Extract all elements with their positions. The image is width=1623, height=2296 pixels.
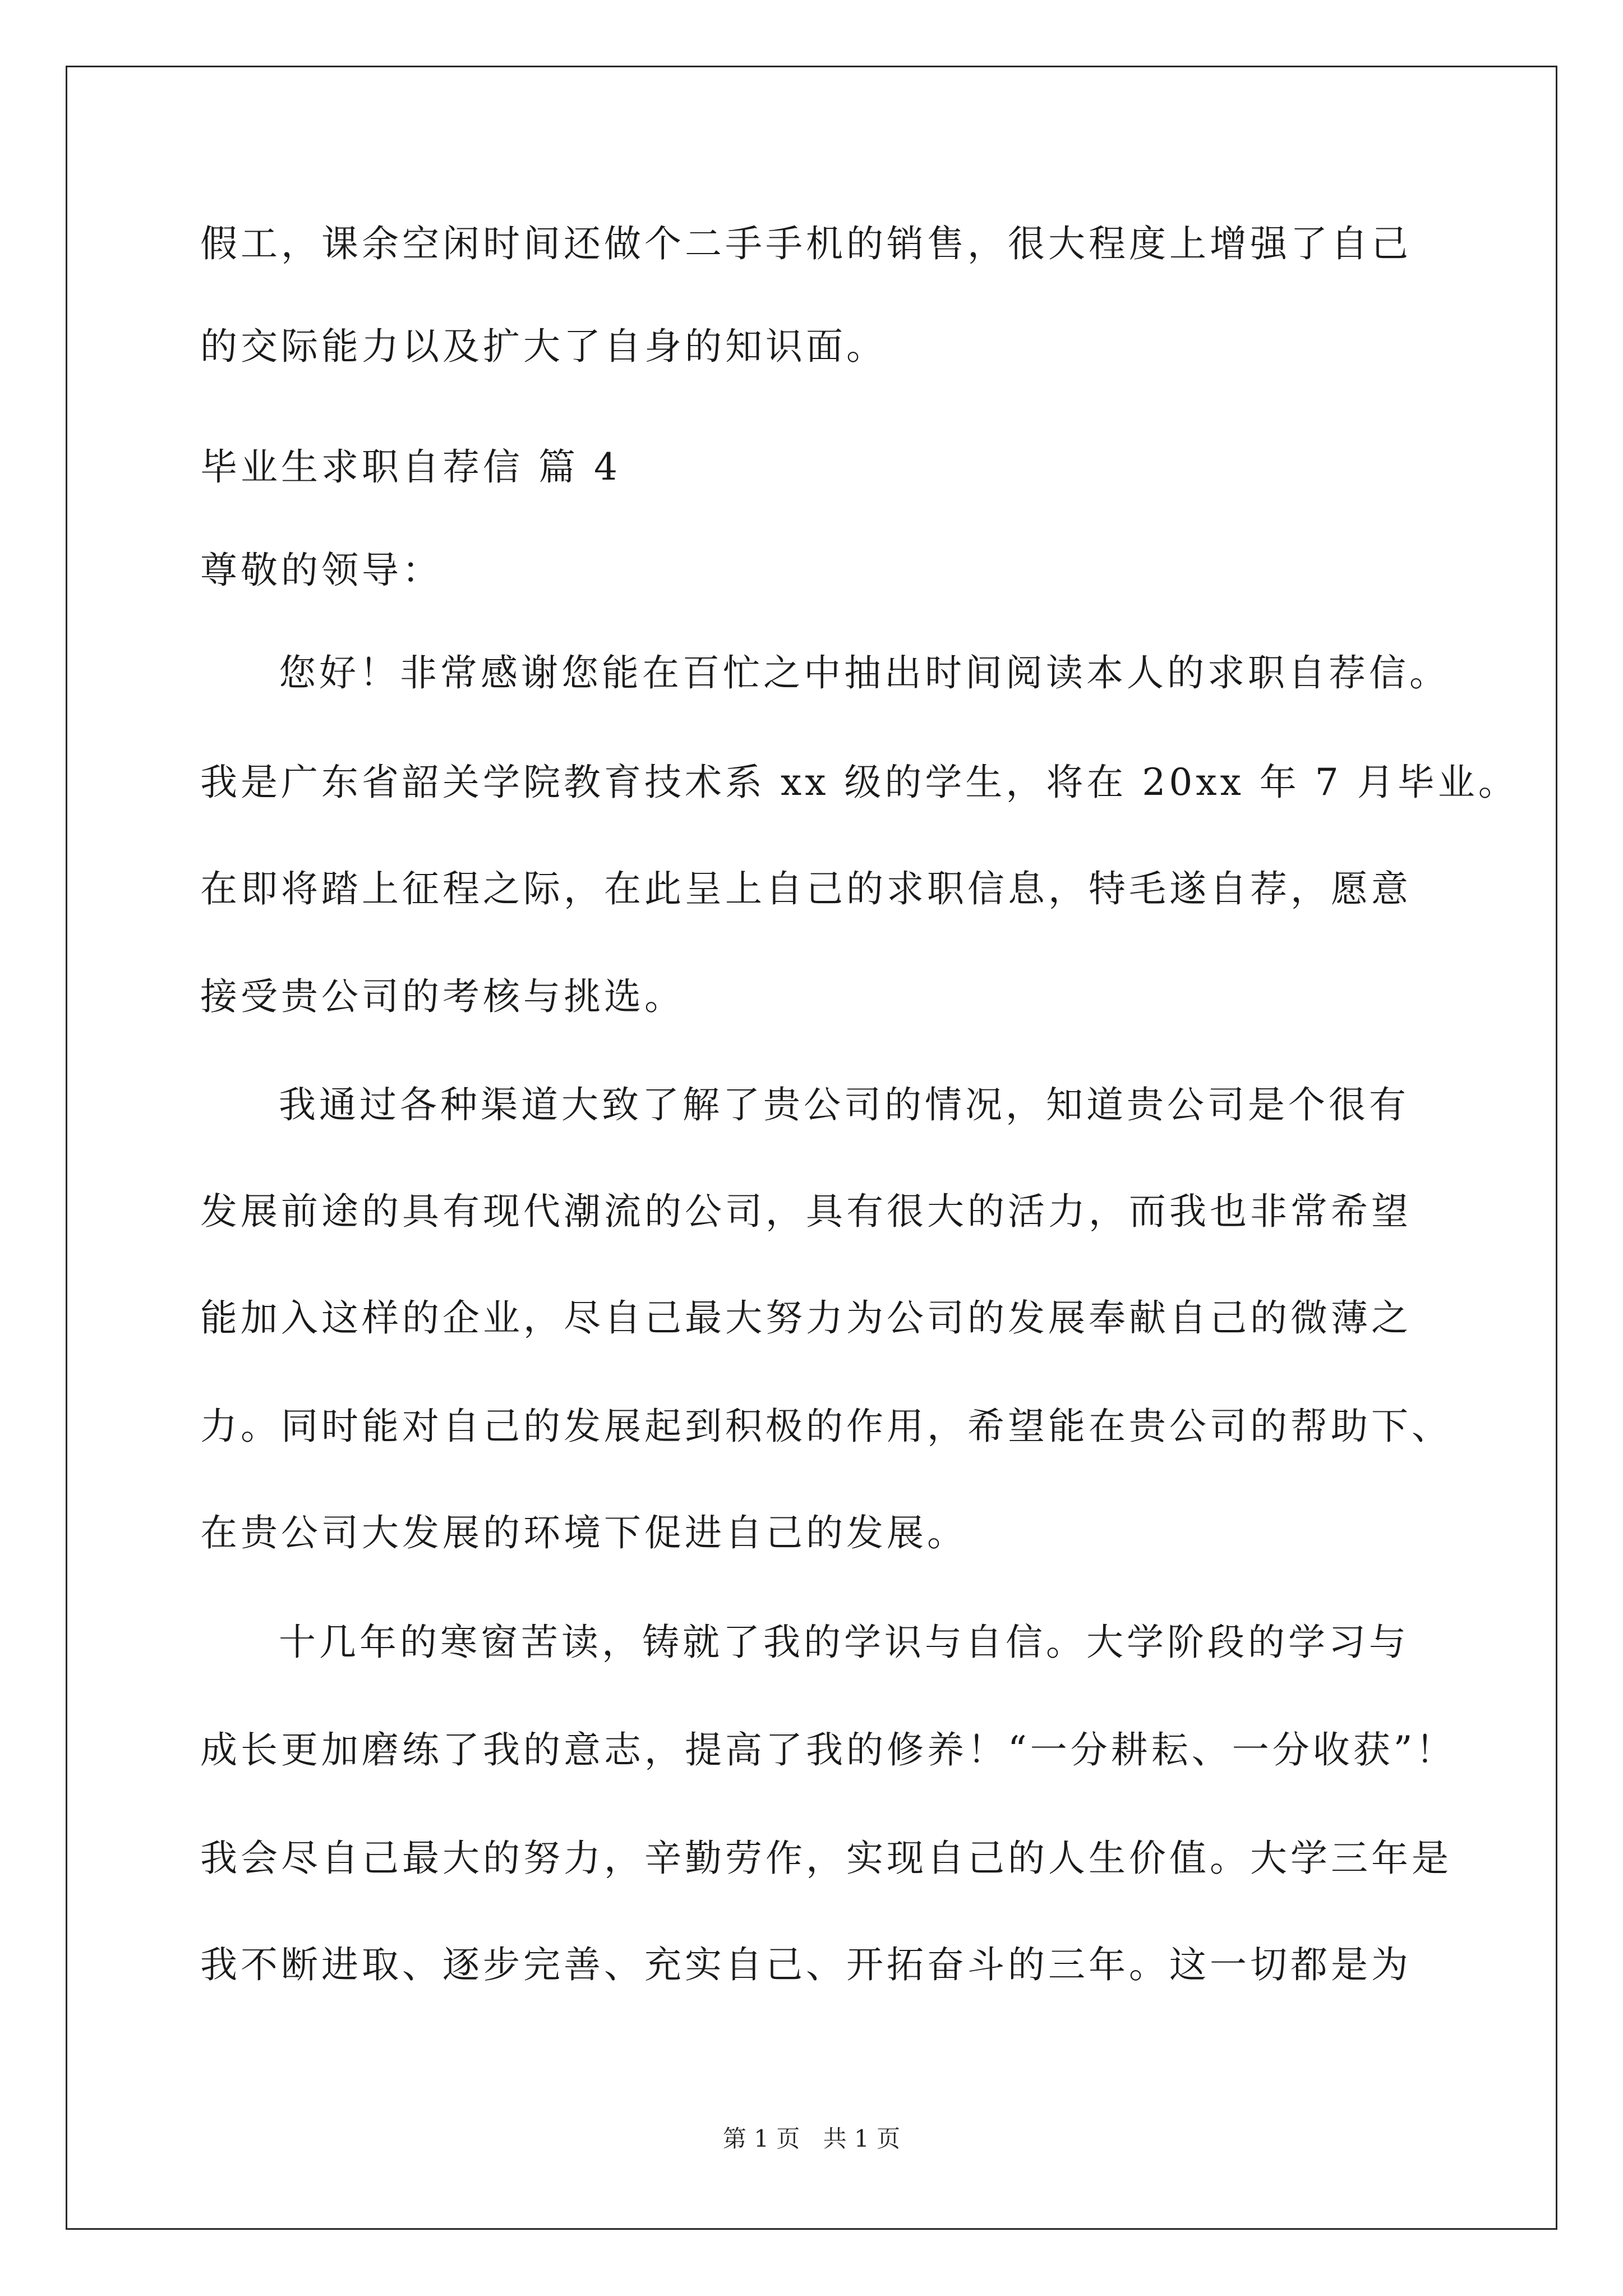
text-line: 能加入这样的企业，尽自己最大努力为公司的发展奉献自己的微薄之 [200, 1296, 1412, 1340]
text-line: 十几年的寒窗苦读，铸就了我的学识与自信。大学阶段的学习与 [279, 1621, 1409, 1664]
text-line: 我是广东省韶关学院教育技术系 xx 级的学生，将在 20xx 年 7 月毕业。 [200, 761, 1519, 804]
text-line: 在即将踏上征程之际，在此呈上自己的求职信息，特毛遂自荐，愿意 [200, 867, 1412, 910]
salutation: 尊敬的领导： [200, 549, 442, 592]
text-line: 的交际能力以及扩大了自身的知识面。 [200, 325, 887, 368]
text-line: 发展前途的具有现代潮流的公司，具有很大的活力，而我也非常希望 [200, 1190, 1412, 1233]
text-line: 在贵公司大发展的环境下促进自己的发展。 [200, 1511, 967, 1554]
section-heading: 毕业生求职自荐信 篇 4 [200, 445, 621, 489]
text-line: 成长更加磨练了我的意志，提高了我的修养！“一分耕耘、一分收获”！ [200, 1728, 1456, 1772]
text-line: 我不断进取、逐步完善、充实自己、开拓奋斗的三年。这一切都是为 [200, 1943, 1412, 1986]
text-line: 接受贵公司的考核与挑选。 [200, 975, 685, 1018]
page-footer [0, 2125, 1623, 2153]
text-line: 我会尽自己最大的努力，辛勤劳作，实现自己的人生价值。大学三年是 [200, 1837, 1452, 1880]
page-border [66, 66, 1557, 2230]
text-line: 我通过各种渠道大致了解了贵公司的情况，知道贵公司是个很有 [279, 1083, 1409, 1126]
text-line: 力。同时能对自己的发展起到积极的作用，希望能在贵公司的帮助下、 [200, 1405, 1452, 1448]
text-line: 您好！非常感谢您能在百忙之中抽出时间阅读本人的求职自荐信。 [279, 651, 1450, 694]
page-total: 共 1 页 [823, 2125, 901, 2152]
page-number: 第 1 页 [722, 2125, 800, 2152]
text-line: 假工，课余空闲时间还做个二手手机的销售，很大程度上增强了自己 [200, 222, 1412, 265]
